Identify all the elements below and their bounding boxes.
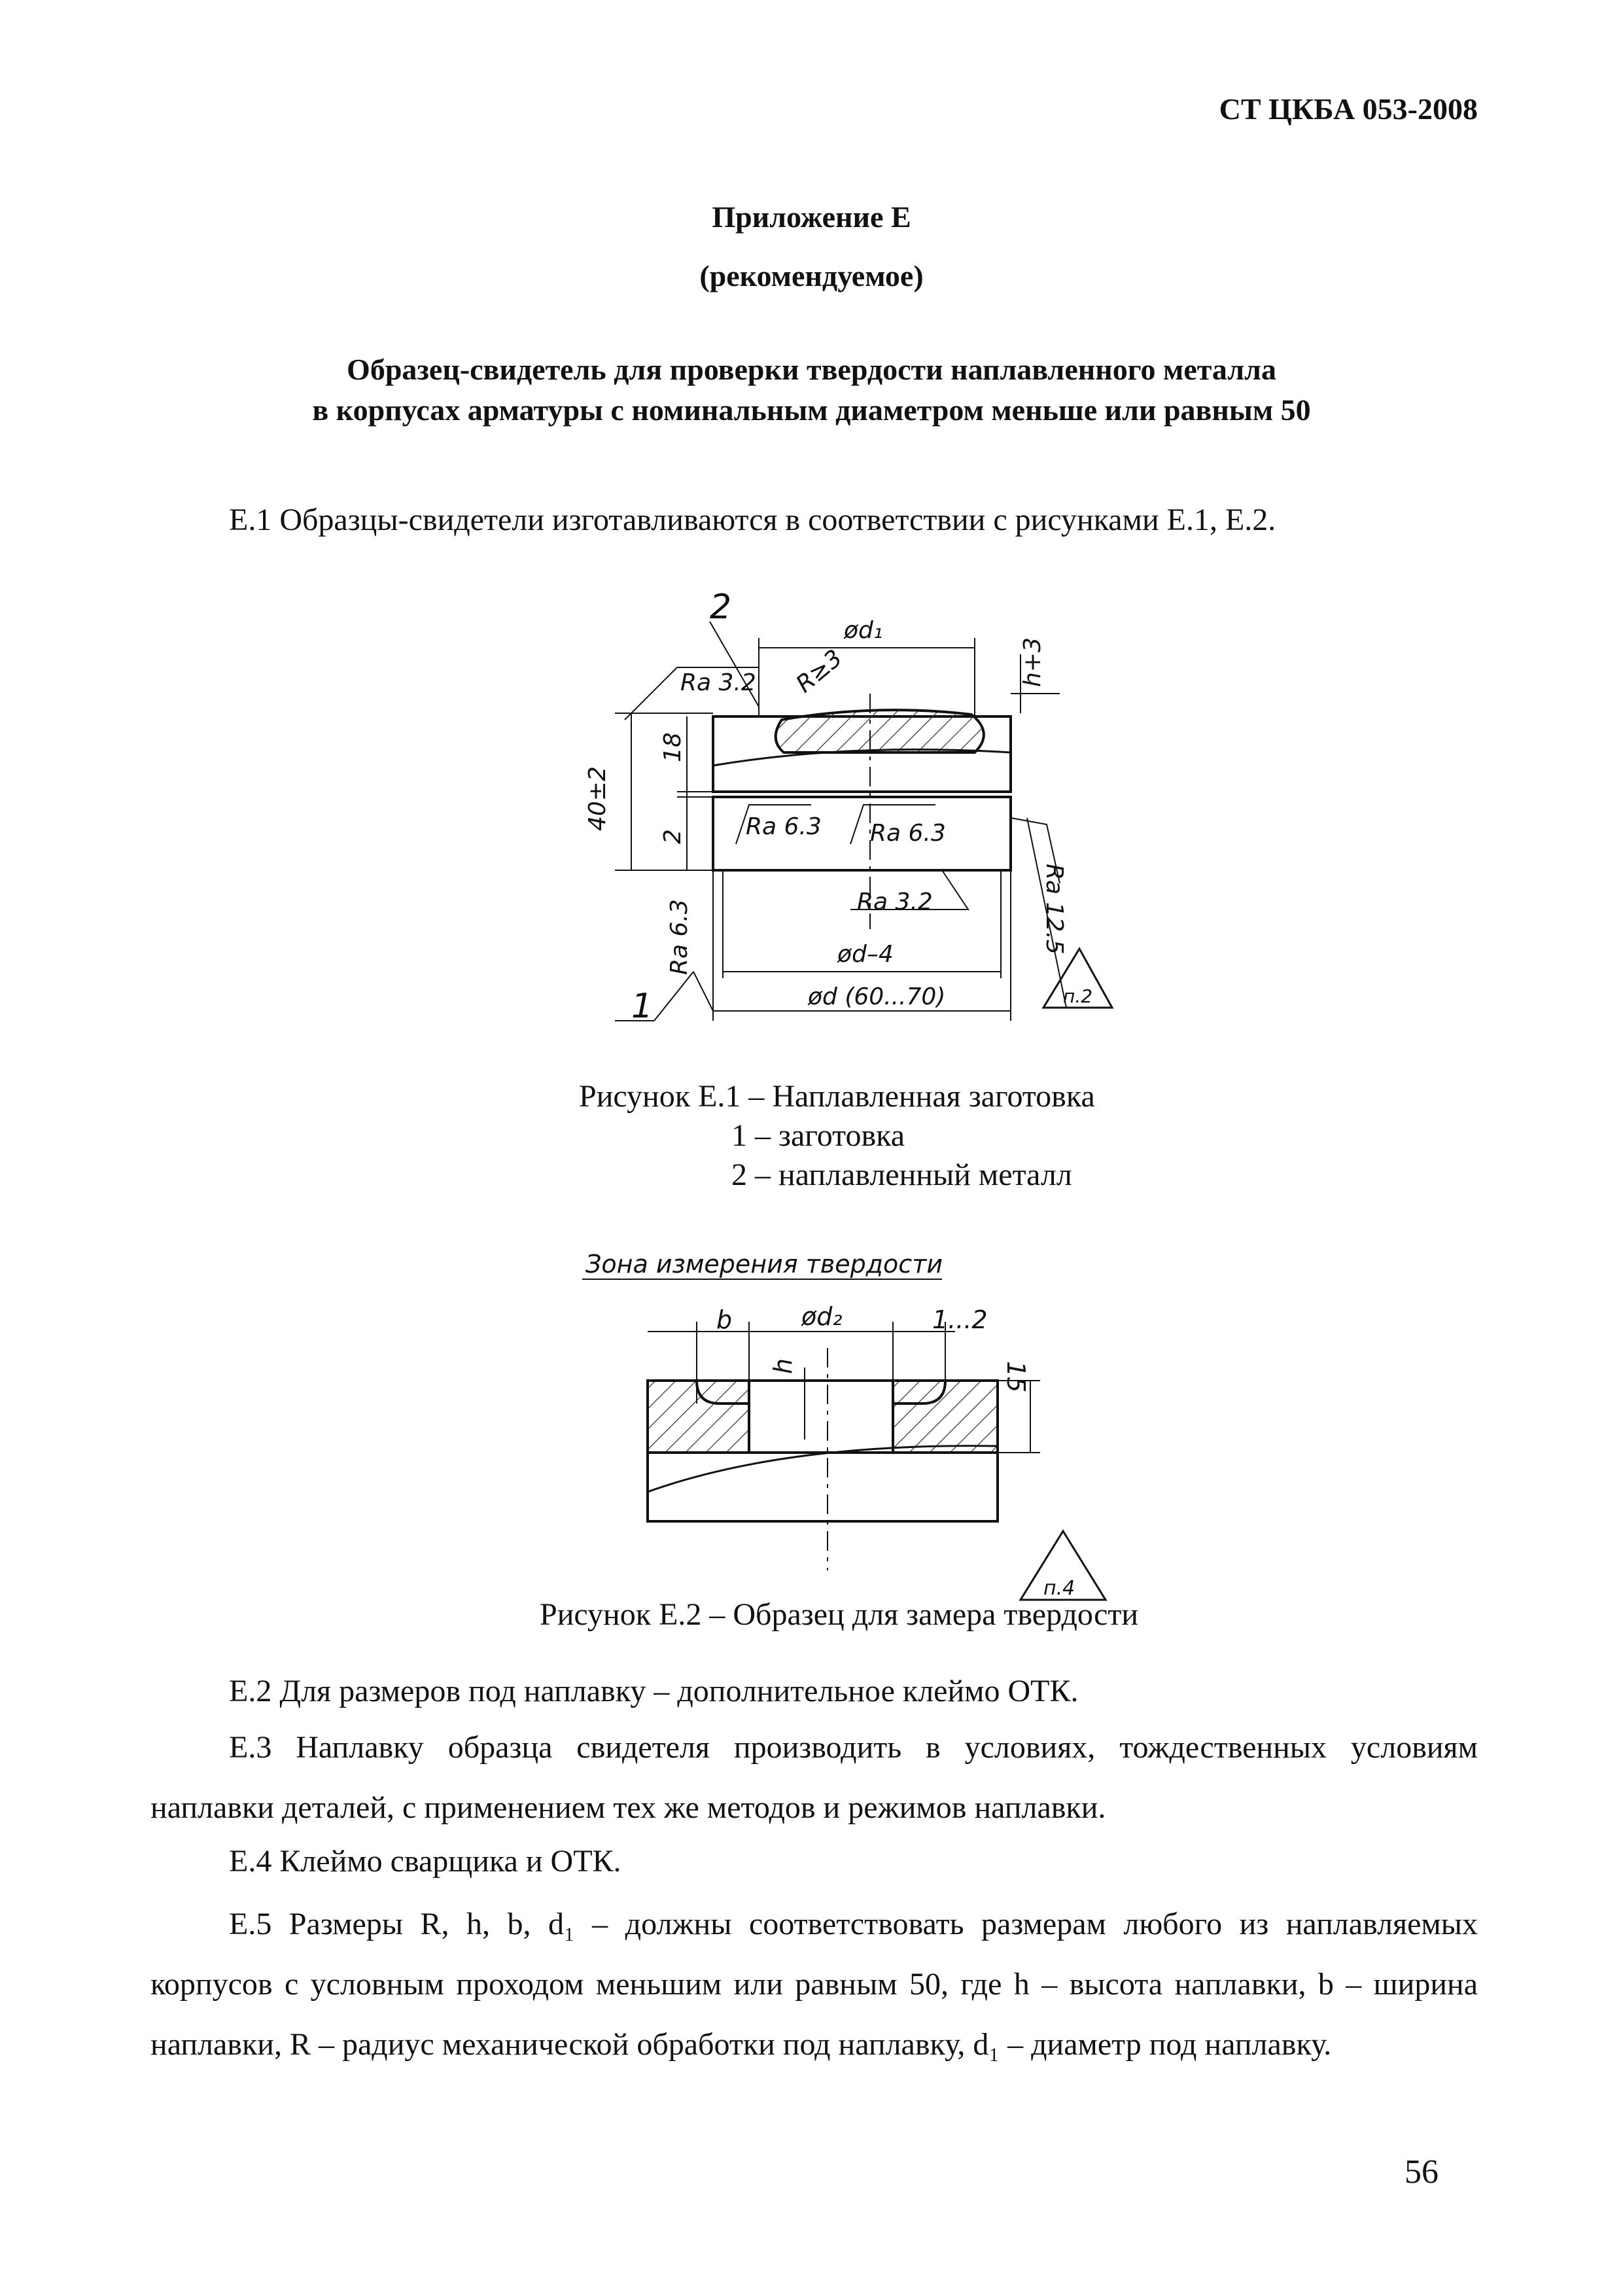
fig1-label-ra63-side: Ra 6.3	[666, 899, 693, 975]
fig1-label-ra63-right: Ra 6.3	[870, 820, 946, 847]
page-number: 56	[1405, 2153, 1439, 2191]
paragraph-e3: Е.3 Наплавку образца свидетеля производить в условиях, тождественных условиям наплавки деталей, с применением тех же методов и режимов наплавки.	[150, 1730, 1478, 1825]
fig1-label-ra63-left: Ra 6.3	[746, 813, 822, 840]
figure-e1-legend-2: 2 – наплавленный металл	[731, 1157, 1072, 1192]
paragraph-e1: Е.1 Образцы-свидетели изготавливаются в соответствии с рисунками Е.1, Е.2.	[229, 503, 1276, 537]
paragraph-e2: Е.2 Для размеров под наплавку – дополнительное клеймо ОТК.	[229, 1674, 1079, 1708]
appendix-title: Приложение Е	[712, 200, 911, 234]
fig1-label-18: 18	[659, 732, 686, 762]
fig1-label-40: 40±2	[584, 766, 611, 831]
fig2-label-h: h	[769, 1358, 797, 1374]
fig1-label-ra32-top: Ra 3.2	[680, 669, 756, 696]
heading-line-1: Образец-свидетель для проверки твердости наплавленного металла	[347, 353, 1276, 386]
figure-e2-caption: Рисунок Е.2 – Образец для замера твердости	[540, 1597, 1139, 1632]
heading-line-2: в корпусах арматуры с номинальным диаметром меньше или равным 50	[312, 393, 1311, 427]
fig1-label-d-range: ød (60...70)	[808, 983, 946, 1010]
fig1-label-2: 2	[659, 829, 686, 844]
figure-e1-drawing	[576, 576, 1151, 1053]
fig1-label-h3: h+3	[1019, 637, 1046, 687]
fig1-label-d1: ød₁	[844, 617, 883, 644]
appendix-subtitle: (рекомендуемое)	[699, 259, 924, 292]
fig1-label-pos1: 1	[631, 987, 654, 1026]
fig1-label-r3: R≥3	[791, 645, 848, 698]
document-code: СТ ЦКБА 053-2008	[1219, 92, 1478, 126]
figure-e1-legend-1: 1 – заготовка	[731, 1118, 905, 1153]
figure-e1-caption: Рисунок Е.1 – Наплавленная заготовка	[579, 1079, 1095, 1114]
fig2-label-d2: ød₂	[801, 1302, 843, 1331]
fig1-label-note: п.2	[1063, 985, 1093, 1007]
fig1-label-d-minus4: ød–4	[837, 941, 894, 968]
fig1-label-ra32-bottom: Ra 3.2	[857, 889, 933, 915]
paragraph-e4: Е.4 Клеймо сварщика и ОТК.	[229, 1844, 621, 1879]
figure-e2-drawing	[576, 1237, 1151, 1603]
fig1-label-ra125: Ra 12.5	[1041, 864, 1068, 955]
fig2-label-b: b	[716, 1305, 733, 1334]
fig2-label-note: п.4	[1043, 1577, 1075, 1600]
paragraph-e5: Е.5 Размеры R, h, b, d₁ – должны соответствовать размерам любого из наплавляемых корпусов с условным проходом меньшим или равным 50, где h – высота наплавки, b – ширина наплавки, R – радиус механической обработки под наплавку, d₁ – диаметр под наплавку.	[150, 1907, 1478, 2062]
fig2-label-15: 15	[1002, 1361, 1030, 1393]
fig1-label-pos2: 2	[710, 588, 732, 627]
fig2-label-zone: Зона измерения твердости	[585, 1250, 943, 1279]
fig2-label-range12: 1...2	[932, 1305, 988, 1334]
